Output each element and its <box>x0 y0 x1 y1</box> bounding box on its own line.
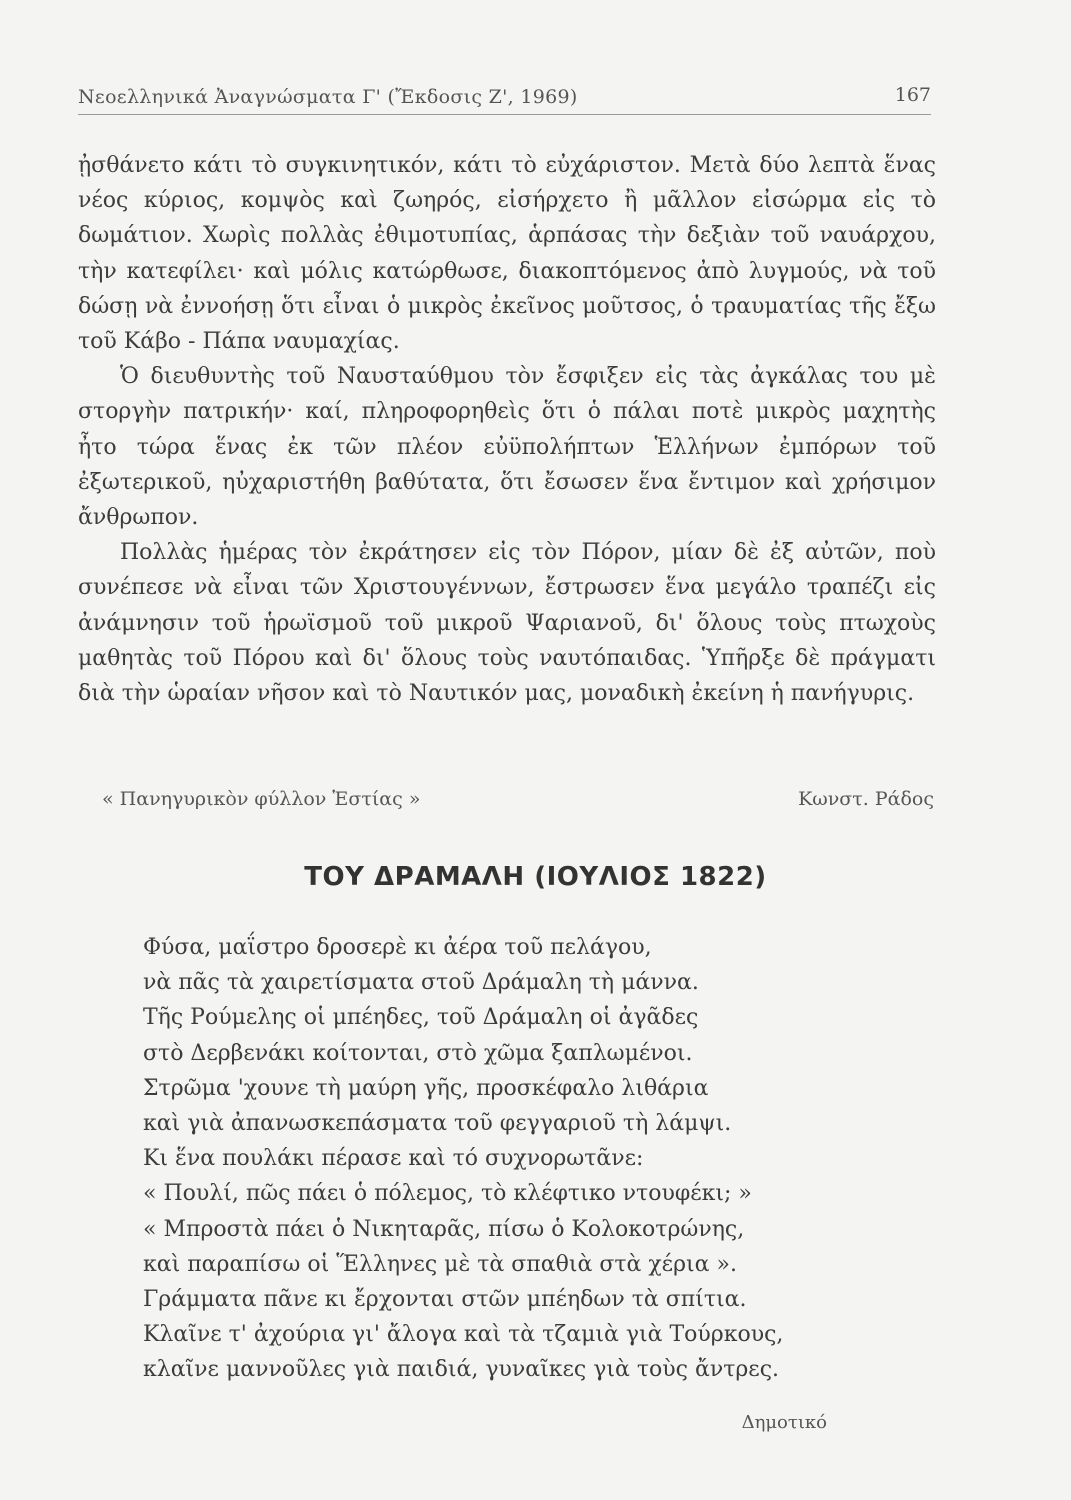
poem-line: « Μπροστὰ πάει ὁ Νικηταρᾶς, πίσω ὁ Κολοκοτρώνης, <box>143 1216 745 1242</box>
poem-line: στὸ Δερβενάκι κοίτονται, στὸ χῶμα ξαπλωμένοι. <box>143 1040 693 1066</box>
poem-line: « Πουλί, πῶς πάει ὁ πόλεμος, τὸ κλέφτικο ντουφέκι; » <box>143 1181 752 1207</box>
poem-line: Στρῶμα 'χουνε τὴ μαύρη γῆς, προσκέφαλο λιθάρια <box>143 1075 709 1101</box>
prose-text <box>78 148 936 711</box>
paragraph: ᾐσθάνετο κάτι τὸ συγκινητικόν, κάτι τὸ εὐχάριστον. Μετὰ δύο λεπτὰ ἕνας νέος κύριος, κομψὸς καὶ ζωηρός, εἰσήρχετο ἢ μᾶλλον εἰσώρμα εἰς τὸ δωμάτιον. Χωρὶς πολλὰς ἐθιμοτυπίας, ἁρπάσας τὴν δεξιὰν τοῦ ναυάρχου, τὴν κατεφίλει· καὶ μόλις κατώρθωσε, διακοπτόμενος ἀπὸ λυγμούς, νὰ τοῦ δώσῃ νὰ ἐννοήσῃ ὅτι εἶναι ὁ μικρὸς ἐκεῖνος μοῦτσος, ὁ τραυματίας τῆς ἔξω τοῦ Κάβο - Πάπα ναυμαχίας. <box>78 153 936 355</box>
poem-line: Γράμματα πᾶνε κι ἔρχονται στῶν μπέηδων τὰ σπίτια. <box>143 1286 747 1312</box>
poem-line: καὶ γιὰ ἀπανωσκεπάσματα τοῦ φεγγαριοῦ τὴ λάμψι. <box>143 1110 732 1136</box>
poem-title: ΤΟΥ ΔΡΑΜΑΛΗ (ΙΟΥΛΙΟΣ 1822) <box>304 862 767 892</box>
poem-line: Κι ἕνα πουλάκι πέρασε καὶ τό συχνορωτᾶνε: <box>143 1146 644 1172</box>
poem-line: καὶ παραπίσω οἱ Ἕλληνες μὲ τὰ σπαθιὰ στὰ χέρια ». <box>143 1251 737 1277</box>
running-header <box>78 84 931 115</box>
poem-attribution: Δημοτικό <box>741 1412 827 1433</box>
paragraph: Πολλὰς ἡμέρας τὸν ἐκράτησεν εἰς τὸν Πόρον, μίαν δὲ ἐξ αὐτῶν, ποὺ συνέπεσε νὰ εἶναι τῶν Χριστουγέννων, ἔστρωσεν ἕνα μεγάλο τραπέζι εἰς ἀνάμνησιν τοῦ ἡρωϊσμοῦ τοῦ μικροῦ Ψαριανοῦ, δι' ὅλους τοὺς πτωχοὺς μαθητὰς τοῦ Πόρου καὶ δι' ὅλους τοὺς ναυτόπαιδας. Ὑπῆρξε δὲ πράγματι διὰ τὴν ὡραίαν νῆσον καὶ τὸ Ναυτικόν μας, μοναδικὴ ἐκείνη ἡ πανήγυρις. <box>78 540 936 707</box>
paragraph: Ὁ διευθυντὴς τοῦ Ναυσταύθμου τὸν ἔσφιξεν εἰς τὰς ἀγκάλας του μὲ στοργὴν πατρικήν· καί, πληροφορηθεὶς ὅτι ὁ πάλαι ποτὲ μικρὸς μαχητὴς ἦτο τώρα ἕνας ἐκ τῶν πλέον εὐϋπολήπτων Ἑλλήνων ἐμπόρων τοῦ ἐξωτερικοῦ, ηὐχαριστήθη βαθύτατα, ὅτι ἔσωσεν ἕνα ἔντιμον καὶ χρήσιμον ἄνθρωπον. <box>78 364 936 531</box>
page-number: 167 <box>894 84 931 106</box>
poem-line: Τῆς Ρούμελης οἱ μπέηδες, τοῦ Δράμαλη οἱ ἀγᾶδες <box>143 1005 699 1031</box>
poem-line: κλαῖνε μαννοῦλες γιὰ παιδιά, γυναῖκες γιὰ τοὺς ἄντρες. <box>143 1357 780 1383</box>
book-title-header: Νεοελληνικά Ἀναγνώσματα Γ' (Ἔκδοσις Ζ', 1969) <box>78 86 578 108</box>
source-publication: « Πανηγυρικὸν φύλλον Ἑστίας » <box>102 788 421 810</box>
source-citation <box>102 788 934 818</box>
source-author: Κωνστ. Ράδος <box>798 788 934 810</box>
poem-line: Φύσα, μαΐστρο δροσερὲ κι ἀέρα τοῦ πελάγου, <box>143 935 652 960</box>
poem-line: νὰ πᾶς τὰ χαιρετίσματα στοῦ Δράμαλη τὴ μάννα. <box>143 970 699 996</box>
poem-line: Κλαῖνε τ' ἀχούρια γι' ἄλογα καὶ τὰ τζαμιὰ γιὰ Τούρκους, <box>143 1322 784 1348</box>
poem <box>143 930 943 1387</box>
